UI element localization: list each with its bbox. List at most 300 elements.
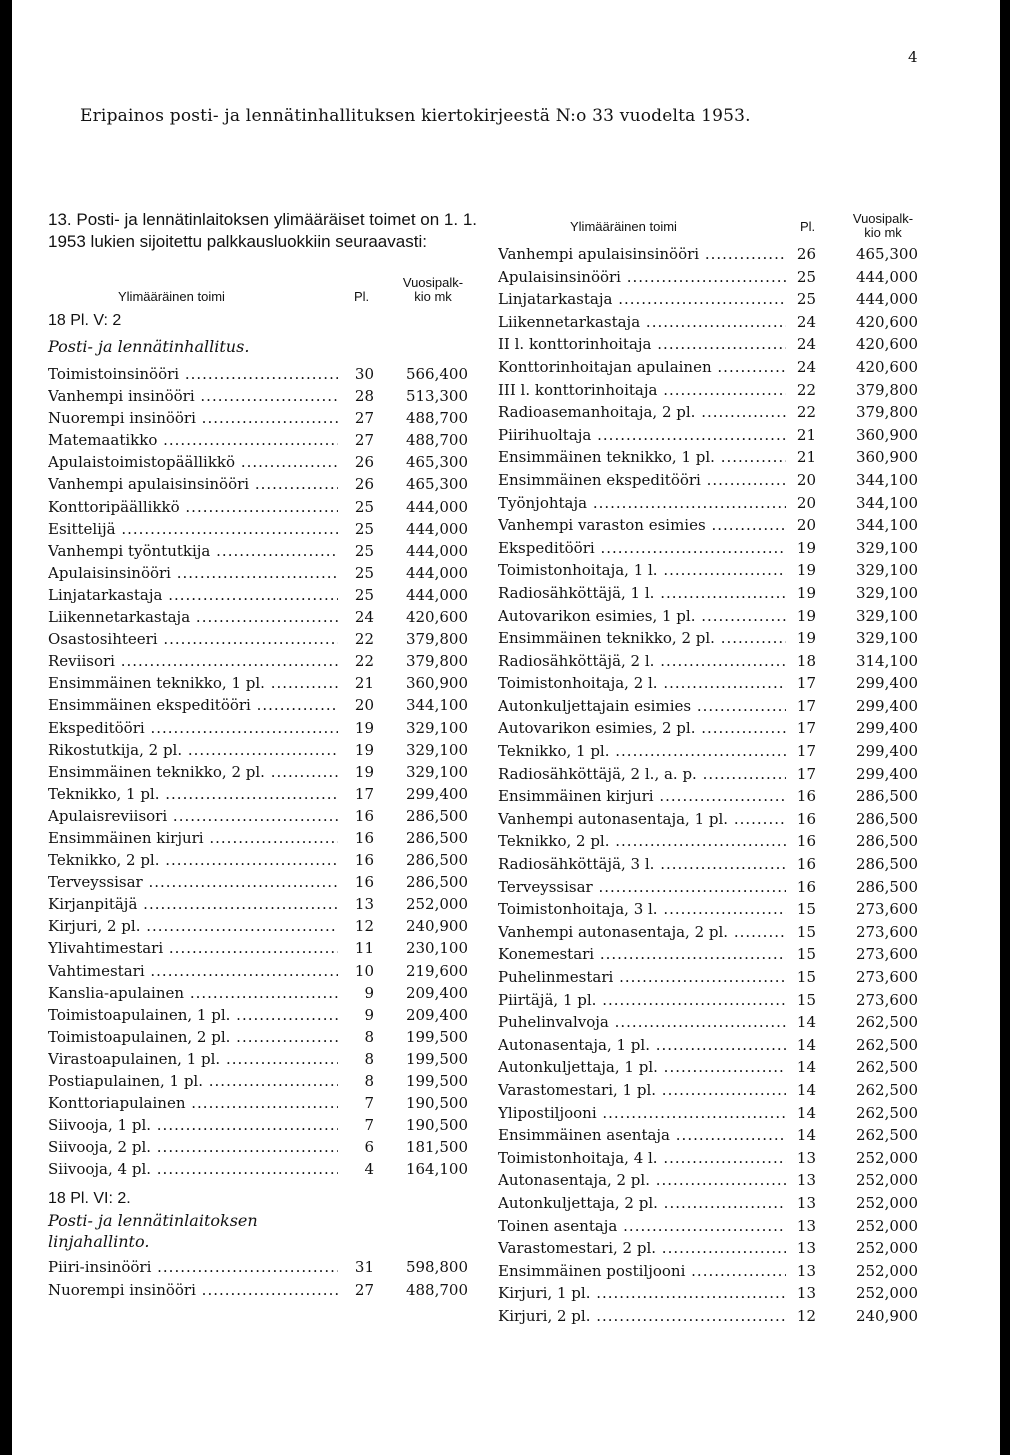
pay-grade: 21 (354, 674, 374, 693)
pay-grade: 14 (796, 1103, 816, 1122)
position-title: Vanhempi autonasentaja, 2 pl. ..... (498, 921, 786, 943)
pay-grade: 15 (796, 900, 816, 919)
table-row (48, 496, 478, 518)
pay-grade: 20 (796, 516, 816, 535)
pay-grade: 13 (796, 1171, 816, 1190)
annual-salary: 444,000 (405, 585, 468, 604)
pay-grade: 24 (796, 335, 816, 354)
pay-grade: 6 (364, 1138, 374, 1157)
position-title: Vanhempi insinööri ..... (48, 385, 338, 407)
position-title: Ensimmäinen teknikko, 1 pl. ..... (498, 446, 786, 468)
annual-salary: 379,800 (855, 380, 918, 399)
pay-grade: 13 (354, 895, 374, 914)
scan-border-right (1000, 0, 1010, 1455)
position-title: Toimistoapulainen, 1 pl. ..... (48, 1004, 338, 1026)
table-row (48, 429, 478, 451)
table-row (498, 740, 928, 763)
table-row (48, 1092, 478, 1114)
table-row (48, 849, 478, 871)
annual-salary: 262,500 (855, 1058, 918, 1077)
position-title: Konttoripäällikkö ..... (48, 496, 338, 518)
position-title: Radiosähköttäjä, 1 l. ..... (498, 582, 786, 604)
position-title: Reviisori ..... (48, 650, 338, 672)
position-title: Siivooja, 2 pl. ..... (48, 1136, 338, 1158)
pay-grade: 27 (354, 1280, 374, 1299)
table-row (498, 243, 928, 266)
annual-salary: 420,600 (405, 608, 468, 627)
pay-grade: 25 (354, 519, 374, 538)
table-row (498, 966, 928, 989)
position-title: Autonkuljettaja, 2 pl. ..... (498, 1192, 786, 1214)
pay-grade: 31 (354, 1258, 374, 1277)
position-title: II l. konttorinhoitaja ..... (498, 333, 786, 355)
table-row (498, 537, 928, 560)
table-row (498, 650, 928, 673)
table-row (48, 584, 478, 606)
annual-salary: 299,400 (405, 784, 468, 803)
position-title: Vanhempi apulaisinsinööri ..... (48, 473, 338, 495)
annual-salary: 420,600 (855, 335, 918, 354)
table-row (498, 695, 928, 718)
annual-salary: 329,100 (405, 762, 468, 781)
pay-grade: 17 (796, 719, 816, 738)
table-row (498, 1237, 928, 1260)
pay-grade: 30 (354, 365, 374, 383)
table-row (48, 1048, 478, 1070)
pay-grade: 8 (364, 1072, 374, 1090)
annual-salary: 252,000 (855, 1171, 918, 1190)
position-title: Piiri-insinööri ..... (48, 1256, 338, 1278)
position-title: III l. konttorinhoitaja ..... (498, 379, 786, 401)
position-title: Radiosähköttäjä, 3 l. ..... (498, 853, 786, 875)
annual-salary: 252,000 (855, 1239, 918, 1258)
annual-salary: 230,100 (405, 939, 468, 958)
table-row (498, 1282, 928, 1305)
pay-grade: 16 (796, 877, 816, 896)
position-title: Esittelijä ..... (48, 518, 338, 540)
pay-grade: 14 (796, 1013, 816, 1032)
table-row (498, 876, 928, 899)
annual-salary: 314,100 (855, 651, 918, 670)
annual-salary: 379,800 (855, 403, 918, 422)
table-row (48, 451, 478, 473)
table-row (48, 717, 478, 739)
pay-grade: 17 (796, 674, 816, 693)
left-column (48, 310, 478, 1301)
position-title: Puhelinvalvoja ..... (498, 1011, 786, 1033)
annual-salary: 598,800 (405, 1258, 468, 1277)
table-row (498, 379, 928, 402)
table-row (498, 424, 928, 447)
pay-grade: 14 (796, 1080, 816, 1099)
table-row (48, 783, 478, 805)
pay-grade: 12 (796, 1306, 816, 1325)
pay-grade: 16 (796, 832, 816, 851)
pay-grade: 15 (796, 990, 816, 1009)
annual-salary: 329,100 (855, 583, 918, 602)
table-row (48, 363, 478, 385)
pay-grade: 17 (796, 742, 816, 761)
position-title: Ensimmäinen kirjuri ..... (48, 827, 338, 849)
annual-salary: 209,400 (405, 1005, 468, 1024)
pay-grade: 20 (354, 696, 374, 715)
position-title: Osastosihteeri ..... (48, 628, 338, 650)
table-row (48, 1070, 478, 1092)
position-title: Kirjanpitäjä ..... (48, 893, 338, 915)
annual-salary: 420,600 (855, 357, 918, 376)
table-row (498, 492, 928, 515)
table-row (498, 1305, 928, 1328)
table-row (48, 1114, 478, 1136)
position-title: Matemaatikko ..... (48, 429, 338, 451)
position-title: Kanslia-apulainen ..... (48, 982, 338, 1004)
annual-salary: 240,900 (855, 1306, 918, 1325)
annual-salary: 379,800 (405, 652, 468, 671)
annual-salary: 465,300 (405, 475, 468, 494)
annual-salary: 262,500 (855, 1126, 918, 1145)
table-row (48, 562, 478, 584)
pay-grade: 16 (354, 873, 374, 892)
table-row (48, 694, 478, 716)
pay-grade: 13 (796, 1193, 816, 1212)
position-title: Piirtäjä, 1 pl. ..... (498, 989, 786, 1011)
pay-grade: 17 (796, 696, 816, 715)
pay-grade: 9 (364, 983, 374, 1002)
annual-salary: 444,000 (855, 267, 918, 286)
position-title: Ensimmäinen kirjuri ..... (498, 785, 786, 807)
position-title: Toimistoapulainen, 2 pl. ..... (48, 1026, 338, 1048)
table-row (498, 559, 928, 582)
annual-salary: 286,500 (405, 828, 468, 847)
position-title: Ekspeditööri ..... (498, 537, 786, 559)
annual-salary: 299,400 (855, 742, 918, 761)
pay-grade: 15 (796, 945, 816, 964)
table-row (48, 606, 478, 628)
annual-salary: 513,300 (405, 387, 468, 406)
annual-salary: 329,100 (405, 718, 468, 737)
table-row (498, 266, 928, 289)
annual-salary: 488,700 (405, 431, 468, 450)
pay-grade: 19 (796, 606, 816, 625)
annual-salary: 252,000 (855, 1148, 918, 1167)
pay-grade: 19 (354, 740, 374, 759)
pay-grade: 25 (354, 497, 374, 516)
pay-grade: 15 (796, 968, 816, 986)
annual-salary: 379,800 (405, 630, 468, 649)
pay-grade: 22 (354, 652, 374, 671)
annual-salary: 566,400 (405, 365, 468, 383)
annual-salary: 444,000 (855, 290, 918, 309)
pay-grade: 19 (796, 629, 816, 648)
pay-grade: 11 (354, 939, 374, 958)
pay-grade: 27 (354, 431, 374, 450)
position-title: Radioasemanhoitaja, 2 pl. ..... (498, 401, 786, 423)
annual-salary: 240,900 (405, 917, 468, 936)
annual-salary: 299,400 (855, 674, 918, 693)
position-title: Ylivahtimestari ..... (48, 937, 338, 959)
position-title: Radiosähköttäjä, 2 l. ..... (498, 650, 786, 672)
table-row (48, 385, 478, 407)
position-title: Toimistonhoitaja, 4 l. ..... (498, 1147, 786, 1169)
position-title: Ensimmäinen asentaja ..... (498, 1124, 786, 1146)
table-row (498, 356, 928, 379)
pay-grade: 14 (796, 1058, 816, 1077)
position-title: Linjatarkastaja ..... (498, 288, 786, 310)
position-title: Toimistonhoitaja, 2 l. ..... (498, 672, 786, 694)
column-header-pl: Pl. (354, 289, 370, 304)
pay-grade: 8 (364, 1027, 374, 1046)
section1-grade: 18 Pl. V: 2 (48, 312, 122, 329)
table-row (498, 921, 928, 944)
table-row (498, 1260, 928, 1283)
position-title: Linjatarkastaja ..... (48, 584, 338, 606)
pay-grade: 7 (364, 1094, 374, 1113)
right-column (498, 243, 928, 1328)
left-column-header (48, 276, 478, 306)
annual-salary: 344,100 (855, 516, 918, 535)
right-column-header (498, 212, 928, 242)
position-title: Teknikko, 2 pl. ..... (498, 830, 786, 852)
pay-grade: 10 (354, 961, 374, 980)
table-row (498, 288, 928, 311)
table-row (498, 1102, 928, 1125)
pay-grade: 22 (796, 380, 816, 399)
annual-salary: 262,500 (855, 1103, 918, 1122)
annual-salary: 252,000 (855, 1216, 918, 1235)
table-row (48, 915, 478, 937)
annual-salary: 329,100 (855, 629, 918, 648)
pay-grade: 19 (796, 583, 816, 602)
annual-salary: 286,500 (405, 851, 468, 870)
pay-grade: 19 (354, 718, 374, 737)
annual-salary: 329,100 (855, 538, 918, 557)
position-title: Puhelinmestari ..... (498, 966, 786, 988)
annual-salary: 286,500 (855, 877, 918, 896)
table-row (48, 739, 478, 761)
position-title: Konttoriapulainen ..... (48, 1092, 338, 1114)
position-title: Vanhempi työntutkija ..... (48, 540, 338, 562)
table-row (48, 1158, 478, 1180)
position-title: Siivooja, 1 pl. ..... (48, 1114, 338, 1136)
annual-salary: 444,000 (405, 563, 468, 582)
section2-title-line2: linjahallinto. (48, 1232, 150, 1252)
position-title: Konttorinhoitajan apulainen ..... (498, 356, 786, 378)
position-title: Ensimmäinen ekspeditööri ..... (498, 469, 786, 491)
position-title: Kirjuri, 1 pl. ..... (498, 1282, 786, 1304)
pay-grade: 7 (364, 1116, 374, 1135)
annual-salary: 299,400 (855, 719, 918, 738)
position-title: Toimistoinsinööri ..... (48, 363, 338, 385)
annual-salary: 273,600 (855, 922, 918, 941)
pay-grade: 25 (354, 541, 374, 560)
table-row (498, 1056, 928, 1079)
pay-grade: 12 (354, 917, 374, 936)
table-row (48, 650, 478, 672)
table-row (48, 1256, 478, 1278)
page-number: 4 (908, 48, 918, 66)
annual-salary: 329,100 (405, 740, 468, 759)
position-title: Kirjuri, 2 pl. ..... (498, 1305, 786, 1327)
position-title: Toimistonhoitaja, 1 l. ..... (498, 559, 786, 581)
annual-salary: 360,900 (855, 448, 918, 467)
table-row (498, 311, 928, 334)
annual-salary: 444,000 (405, 519, 468, 538)
pay-grade: 25 (354, 563, 374, 582)
column-header-salary-line2: kio mk (414, 289, 452, 304)
pay-grade: 13 (796, 1284, 816, 1303)
section1-rows (48, 363, 478, 1180)
annual-salary: 273,600 (855, 990, 918, 1009)
annual-salary: 252,000 (855, 1284, 918, 1303)
annual-salary: 344,100 (855, 493, 918, 512)
position-title: Kirjuri, 2 pl. ..... (48, 915, 338, 937)
table-row (498, 808, 928, 831)
column-header-salary (838, 212, 928, 240)
position-title: Rikostutkija, 2 pl. ..... (48, 739, 338, 761)
table-row (498, 582, 928, 605)
annual-salary: 299,400 (855, 764, 918, 783)
table-row (498, 1192, 928, 1215)
section2-rows (48, 1256, 478, 1300)
pay-grade: 19 (796, 538, 816, 557)
position-title: Varastomestari, 1 pl. ..... (498, 1079, 786, 1101)
annual-salary: 219,600 (405, 961, 468, 980)
annual-salary: 273,600 (855, 968, 918, 986)
table-row (498, 763, 928, 786)
annual-salary: 444,000 (405, 541, 468, 560)
scan-border-left (0, 0, 12, 1455)
table-row (498, 1215, 928, 1238)
table-row (498, 627, 928, 650)
table-row (498, 830, 928, 853)
pay-grade: 25 (796, 290, 816, 309)
pay-grade: 19 (354, 762, 374, 781)
annual-salary: 262,500 (855, 1035, 918, 1054)
pay-grade: 16 (796, 787, 816, 806)
position-title: Työnjohtaja ..... (498, 492, 786, 514)
table-row (498, 514, 928, 537)
annual-salary: 252,000 (855, 1193, 918, 1212)
annual-salary: 286,500 (405, 806, 468, 825)
position-title: Radiosähköttäjä, 2 l., a. p. ..... (498, 763, 786, 785)
position-title: Nuorempi insinööri ..... (48, 1279, 338, 1301)
column-header-pl: Pl. (800, 219, 816, 234)
position-title: Liikennetarkastaja ..... (498, 311, 786, 333)
column-header-title: Ylimääräinen toimi (118, 289, 225, 304)
pay-grade: 16 (796, 855, 816, 874)
pay-grade: 25 (354, 585, 374, 604)
position-title: Apulaisinsinööri ..... (498, 266, 786, 288)
annual-salary: 299,400 (855, 696, 918, 715)
pay-grade: 16 (354, 828, 374, 847)
annual-salary: 199,500 (405, 1072, 468, 1090)
pay-grade: 21 (796, 425, 816, 444)
table-row (48, 960, 478, 982)
table-row (48, 518, 478, 540)
position-title: Terveyssisar ..... (498, 876, 786, 898)
position-title: Konemestari ..... (498, 943, 786, 965)
table-row (48, 672, 478, 694)
position-title: Vanhempi apulaisinsinööri ..... (498, 243, 786, 265)
table-row (498, 605, 928, 628)
pay-grade: 27 (354, 409, 374, 428)
position-title: Siivooja, 4 pl. ..... (48, 1158, 338, 1180)
annual-salary: 252,000 (855, 1261, 918, 1280)
position-title: Postiapulainen, 1 pl. ..... (48, 1070, 338, 1092)
table-row (498, 717, 928, 740)
position-title: Apulaisinsinööri ..... (48, 562, 338, 584)
pay-grade: 16 (796, 809, 816, 828)
position-title: Vahtimestari ..... (48, 960, 338, 982)
table-row (498, 989, 928, 1012)
pay-grade: 22 (354, 630, 374, 649)
pay-grade: 19 (796, 561, 816, 580)
table-row (48, 982, 478, 1004)
section1-title: Posti- ja lennätinhallitus. (48, 337, 250, 356)
table-row (48, 871, 478, 893)
pay-grade: 14 (796, 1126, 816, 1145)
table-row (48, 937, 478, 959)
position-title: Nuorempi insinööri ..... (48, 407, 338, 429)
pay-grade: 13 (796, 1261, 816, 1280)
pay-grade: 8 (364, 1049, 374, 1068)
pay-grade: 16 (354, 851, 374, 870)
position-title: Ekspeditööri ..... (48, 717, 338, 739)
position-title: Ensimmäinen teknikko, 1 pl. ..... (48, 672, 338, 694)
position-title: Ensimmäinen teknikko, 2 pl. ..... (48, 761, 338, 783)
table-row (48, 1026, 478, 1048)
annual-salary: 164,100 (405, 1160, 468, 1179)
annual-salary: 273,600 (855, 900, 918, 919)
table-row (498, 1147, 928, 1170)
pay-grade: 13 (796, 1239, 816, 1258)
position-title: Apulaistoimistopäällikkö ..... (48, 451, 338, 473)
table-row (498, 1169, 928, 1192)
column-header-salary (393, 276, 473, 304)
pay-grade: 21 (796, 448, 816, 467)
pay-grade: 24 (354, 608, 374, 627)
position-title: Ensimmäinen postiljooni ..... (498, 1260, 786, 1282)
section2-grade: 18 Pl. VI: 2. (48, 1190, 131, 1208)
pay-grade: 18 (796, 651, 816, 670)
intro-paragraph: 13. Posti- ja lennätinlaitoksen ylimääräiset toimet on 1. 1. 1953 lukien sijoitettu palkkausluokkiin seuraavasti: (48, 210, 478, 251)
annual-salary: 190,500 (405, 1094, 468, 1113)
annual-salary: 286,500 (405, 873, 468, 892)
position-title: Ensimmäinen teknikko, 2 pl. ..... (498, 627, 786, 649)
position-title: Vanhempi autonasentaja, 1 pl. ..... (498, 808, 786, 830)
table-row (48, 827, 478, 849)
pay-grade: 24 (796, 312, 816, 331)
annual-salary: 360,900 (855, 425, 918, 444)
annual-salary: 273,600 (855, 945, 918, 964)
table-row (498, 1124, 928, 1147)
column-header-title: Ylimääräinen toimi (570, 219, 677, 234)
table-row (498, 469, 928, 492)
table-row (498, 898, 928, 921)
position-title: Teknikko, 1 pl. ..... (498, 740, 786, 762)
position-title: Terveyssisar ..... (48, 871, 338, 893)
annual-salary: 199,500 (405, 1027, 468, 1046)
annual-salary: 286,500 (855, 855, 918, 874)
pay-grade: 26 (354, 475, 374, 494)
annual-salary: 262,500 (855, 1080, 918, 1099)
annual-salary: 181,500 (405, 1138, 468, 1157)
annual-salary: 344,100 (855, 470, 918, 489)
table-row (48, 407, 478, 429)
pay-grade: 17 (796, 764, 816, 783)
annual-salary: 465,300 (405, 453, 468, 472)
pay-grade: 13 (796, 1148, 816, 1167)
